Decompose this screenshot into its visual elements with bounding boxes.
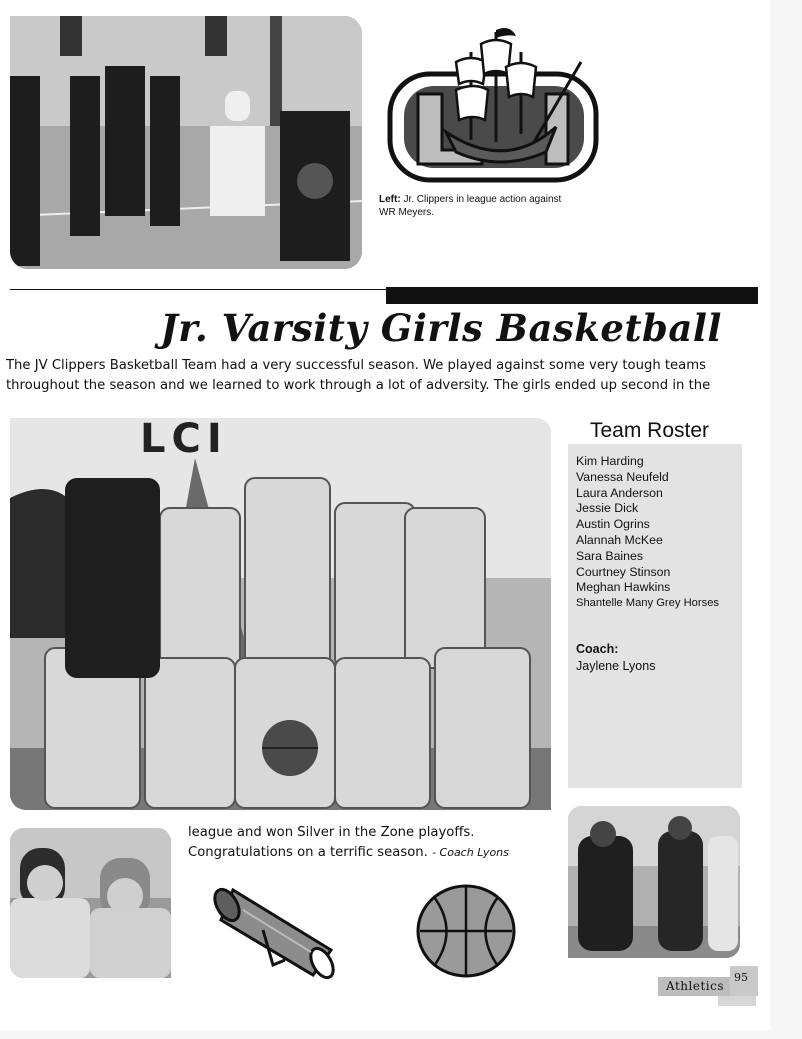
coach-label: Coach:: [576, 642, 619, 656]
roster-player: Laura Anderson: [576, 485, 663, 500]
photo-caption: [379, 193, 579, 219]
story-intro: [6, 356, 752, 396]
megaphone-icon: [213, 880, 343, 980]
coach-name: Jaylene Lyons: [576, 659, 656, 673]
basketball-icon: [414, 882, 518, 980]
team-photo: [10, 418, 551, 810]
section-label: Athletics: [666, 979, 724, 993]
backdrop-logo-text: LCI: [140, 418, 228, 462]
league-action-photo: [10, 16, 362, 269]
story-line: Congratulations on a terrific season.: [188, 845, 433, 860]
story-line: throughout the season and we learned to work through a lot of adversity. The girls ended up second in the: [6, 378, 711, 393]
title-bar: [386, 287, 758, 304]
players-closeup-photo: [10, 828, 171, 978]
roster-player: Vanessa Neufeld: [576, 469, 669, 484]
page-number: 95: [734, 971, 748, 984]
roster-player: Austin Ogrins: [576, 517, 650, 532]
roster-heading: Team Roster: [590, 419, 710, 442]
story-line: The JV Clippers Basketball Team had a very successful season. We played against some very tough teams: [6, 358, 706, 373]
caption-label: Left:: [379, 194, 401, 205]
page-title: Jr. Varsity Girls Basketball: [160, 306, 722, 350]
roster-player: Jessie Dick: [576, 501, 639, 516]
story-line: league and won Silver in the Zone playoffs.: [188, 825, 475, 840]
roster-player: Courtney Stinson: [576, 564, 671, 579]
roster-player: Kim Harding: [576, 454, 644, 468]
roster-player: Shantelle Many Grey Horses: [576, 597, 720, 610]
roster-list: [576, 454, 719, 612]
game-action-photo: [568, 806, 740, 958]
roster-player: Alannah McKee: [576, 532, 663, 547]
roster-player: Meghan Hawkins: [576, 580, 671, 595]
caption-text: Jr. Clippers in league action against WR Meyers.: [379, 194, 562, 218]
tab-shadow: [718, 996, 756, 1006]
coach-signature: - Coach Lyons: [432, 846, 509, 859]
roster-player: Sara Baines: [576, 548, 643, 563]
lci-clipper-logo: [386, 22, 602, 184]
story-closing: [188, 823, 509, 863]
